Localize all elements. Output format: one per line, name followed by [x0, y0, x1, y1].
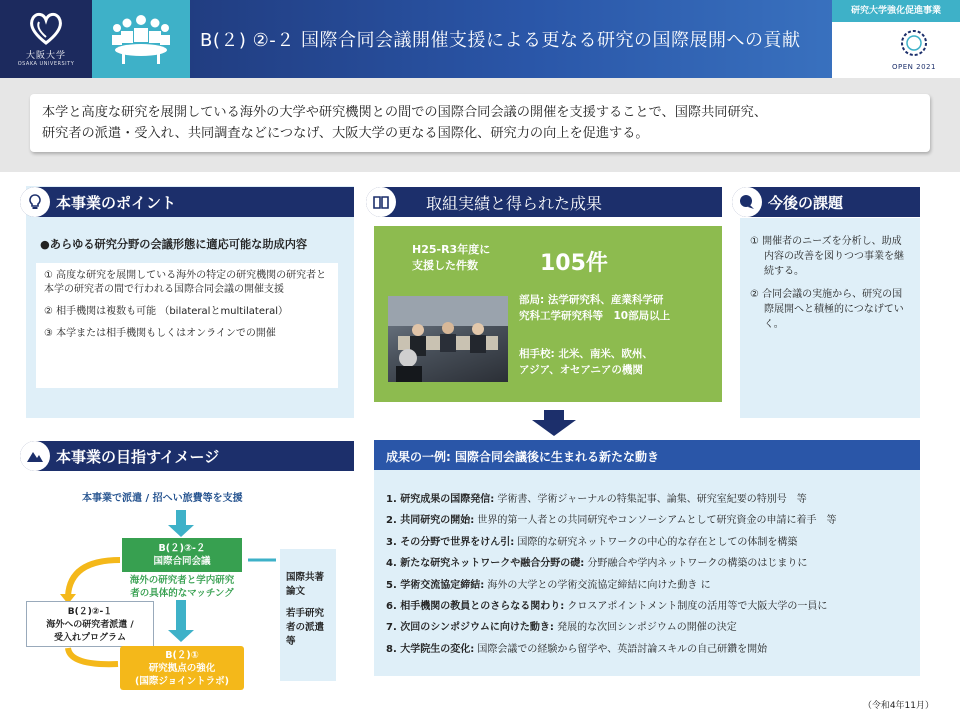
point-lead: ●あらゆる研究分野の会議形態に適応可能な助成内容	[40, 238, 308, 251]
university-sub: OSAKA UNIVERSITY	[17, 61, 75, 67]
outcome-text: 世界的第一人者との共同研究やコンソーシアムとして研究資金の申請に着手 等	[474, 515, 837, 527]
chat-bubble-icon	[738, 193, 756, 211]
results-partner-line-2: アジア、オセアニアの機関	[519, 364, 643, 376]
matching-line-1: 海外の研究者と学内研究	[129, 575, 235, 586]
outcome-item	[386, 617, 916, 638]
outcome-title: 8. 大学院生の変化:	[386, 643, 475, 655]
conference-photo	[388, 296, 508, 382]
future-item-1: ① 開催者のニーズを分析し、助成内容の改善を図りつつ事業を継続する。	[750, 236, 904, 277]
side-outcomes-box	[280, 549, 336, 681]
results-dept-line-2: 究科工学研究科等 10部局以上	[519, 310, 671, 322]
program-tag: 研究大学強化促進事業	[832, 0, 960, 22]
left-box-line-3: 受入れプログラム	[54, 633, 126, 643]
outcome-title: 5. 学術交流協定締結:	[386, 579, 485, 591]
down-arrow-icon	[530, 410, 578, 436]
green-box-line-2: 国際合同会議	[153, 556, 211, 567]
side-line-2: 論文	[286, 586, 306, 597]
date-footnote: （令和4年11月）	[862, 701, 934, 711]
outcome-text: 国際会議での経験から留学や、英語討論スキルの自己研鑽を開始	[474, 643, 768, 655]
conference-photo-image	[388, 296, 508, 382]
open-2021-logo	[888, 28, 940, 71]
outcome-title: 7. 次回のシンポジウムに向けた動き:	[386, 622, 554, 634]
book-icon	[372, 193, 390, 211]
yellow-box-line-3: (国際ジョイントラボ)	[135, 676, 229, 687]
green-box-meeting	[122, 538, 242, 572]
open-ring-icon	[899, 28, 929, 58]
intro-line-1: 本学と高度な研究を展開している海外の大学や研究機関との間での国際合同会議の開催を支援することで、国際共同研究、	[42, 105, 768, 120]
outcome-text: 発展的な次回シンポジウムの開催の決定	[553, 622, 737, 634]
results-departments	[519, 292, 670, 324]
future-panel	[740, 218, 920, 418]
image-top-label: 本事業で派遣 / 招へい旅費等を支援	[82, 493, 243, 504]
results-count: 105件	[540, 251, 608, 276]
matching-text	[120, 574, 244, 600]
outcome-text: 学術書、学術ジャーナルの特集記事、論集、研究室紀要の特別号 等	[494, 494, 807, 505]
point-item-2: ② 相手機関は複数も可能 （bilateralとmultilateral）	[44, 306, 288, 317]
outcome-text: 国際的な研究ネットワークの中心的な存在としての体制を構築	[514, 536, 798, 548]
side-line-3: 若手研究	[286, 608, 325, 619]
outcome-item	[386, 532, 916, 553]
left-box-line-2: 海外への研究者派遣 /	[46, 620, 134, 630]
header-right-area	[832, 0, 960, 78]
point-item-3: ③ 本学または相手機関もしくはオンラインでの開催	[44, 328, 276, 339]
page-title: B(２) ②-２ 国際合同会議開催支援による更なる研究の国際展開への貢献	[200, 30, 801, 51]
results-partner-line-1: 相手校: 北米、南米、欧州、	[519, 348, 653, 360]
outcome-text: クロスアポイントメント制度の活用等で大阪大学の一員に	[564, 601, 828, 613]
outcome-item	[386, 489, 916, 510]
side-line-1: 国際共著	[286, 572, 325, 583]
future-heading-icon-circle	[732, 187, 762, 217]
outcomes-list	[386, 489, 916, 660]
point-item-1: ① 高度な研究を展開している海外の特定の研究機関の研究者と本学の研究者の間で行われる国際合同会議の開催支援	[44, 270, 327, 295]
results-heading	[366, 187, 722, 217]
left-box-program	[26, 601, 154, 647]
results-partners	[519, 346, 653, 378]
point-heading-text: 本事業のポイント	[56, 193, 177, 212]
matching-line-2: 者の具体的なマッチング	[130, 588, 234, 599]
university-name: 大阪大学	[25, 51, 66, 61]
results-heading-icon-circle	[366, 187, 396, 217]
outcome-item	[386, 639, 916, 660]
intro-line-2: 研究者の派遣・受入れ、共同調査などにつなげ、大阪大学の更なる国際化、研究力の向上を促進する。	[42, 126, 649, 141]
future-item-2: ② 合同会議の実施から、研究の国際展開へと積極的につなげていく。	[750, 289, 904, 330]
side-line-5: 等	[286, 636, 296, 647]
results-label-line-2: 支援した件数	[412, 259, 478, 272]
green-box-line-1: B(２)②-２	[158, 543, 206, 554]
future-heading	[732, 187, 920, 217]
outcome-item	[386, 596, 916, 617]
future-heading-text: 今後の課題	[768, 193, 844, 212]
outcome-text: 分野融合や学内ネットワークの構築のはじまりに	[584, 558, 808, 570]
results-label	[412, 242, 490, 274]
outcome-item	[386, 575, 916, 596]
side-line-4: 者の派遣	[286, 622, 325, 633]
outcome-item	[386, 553, 916, 574]
outcome-title: 3. その分野で世界をけん引:	[386, 536, 515, 548]
left-box-line-1: B(２)②-１	[67, 607, 113, 617]
yellow-box-line-2: 研究拠点の強化	[148, 663, 216, 674]
outcome-title: 2. 共同研究の開始:	[386, 515, 475, 527]
results-dept-line-1: 部局: 法学研究科、産業科学研	[519, 294, 664, 306]
results-label-line-1: H25-R3年度に	[412, 243, 491, 256]
yellow-box-line-1: B(２)①	[165, 650, 199, 661]
outcome-title: 4. 新たな研究ネットワークや融合分野の礎:	[386, 558, 585, 570]
image-heading-text: 本事業の目指すイメージ	[56, 447, 220, 466]
outcome-text: 海外の大学との学術交流協定締結に向けた動き に	[484, 579, 711, 591]
outcome-title: 6. 相手機関の教員とのさらなる関わり:	[386, 601, 565, 613]
outcome-title: 1. 研究成果の国際発信:	[386, 494, 495, 505]
outcome-item	[386, 510, 916, 531]
open-2021-text: OPEN 2021	[892, 63, 936, 71]
results-heading-text: 取組実績と得られた成果	[426, 193, 603, 213]
outcomes-heading: 成果の一例: 国際合同会議後に生まれる新たな動き	[374, 440, 920, 470]
yellow-box-joint-lab	[120, 646, 244, 690]
